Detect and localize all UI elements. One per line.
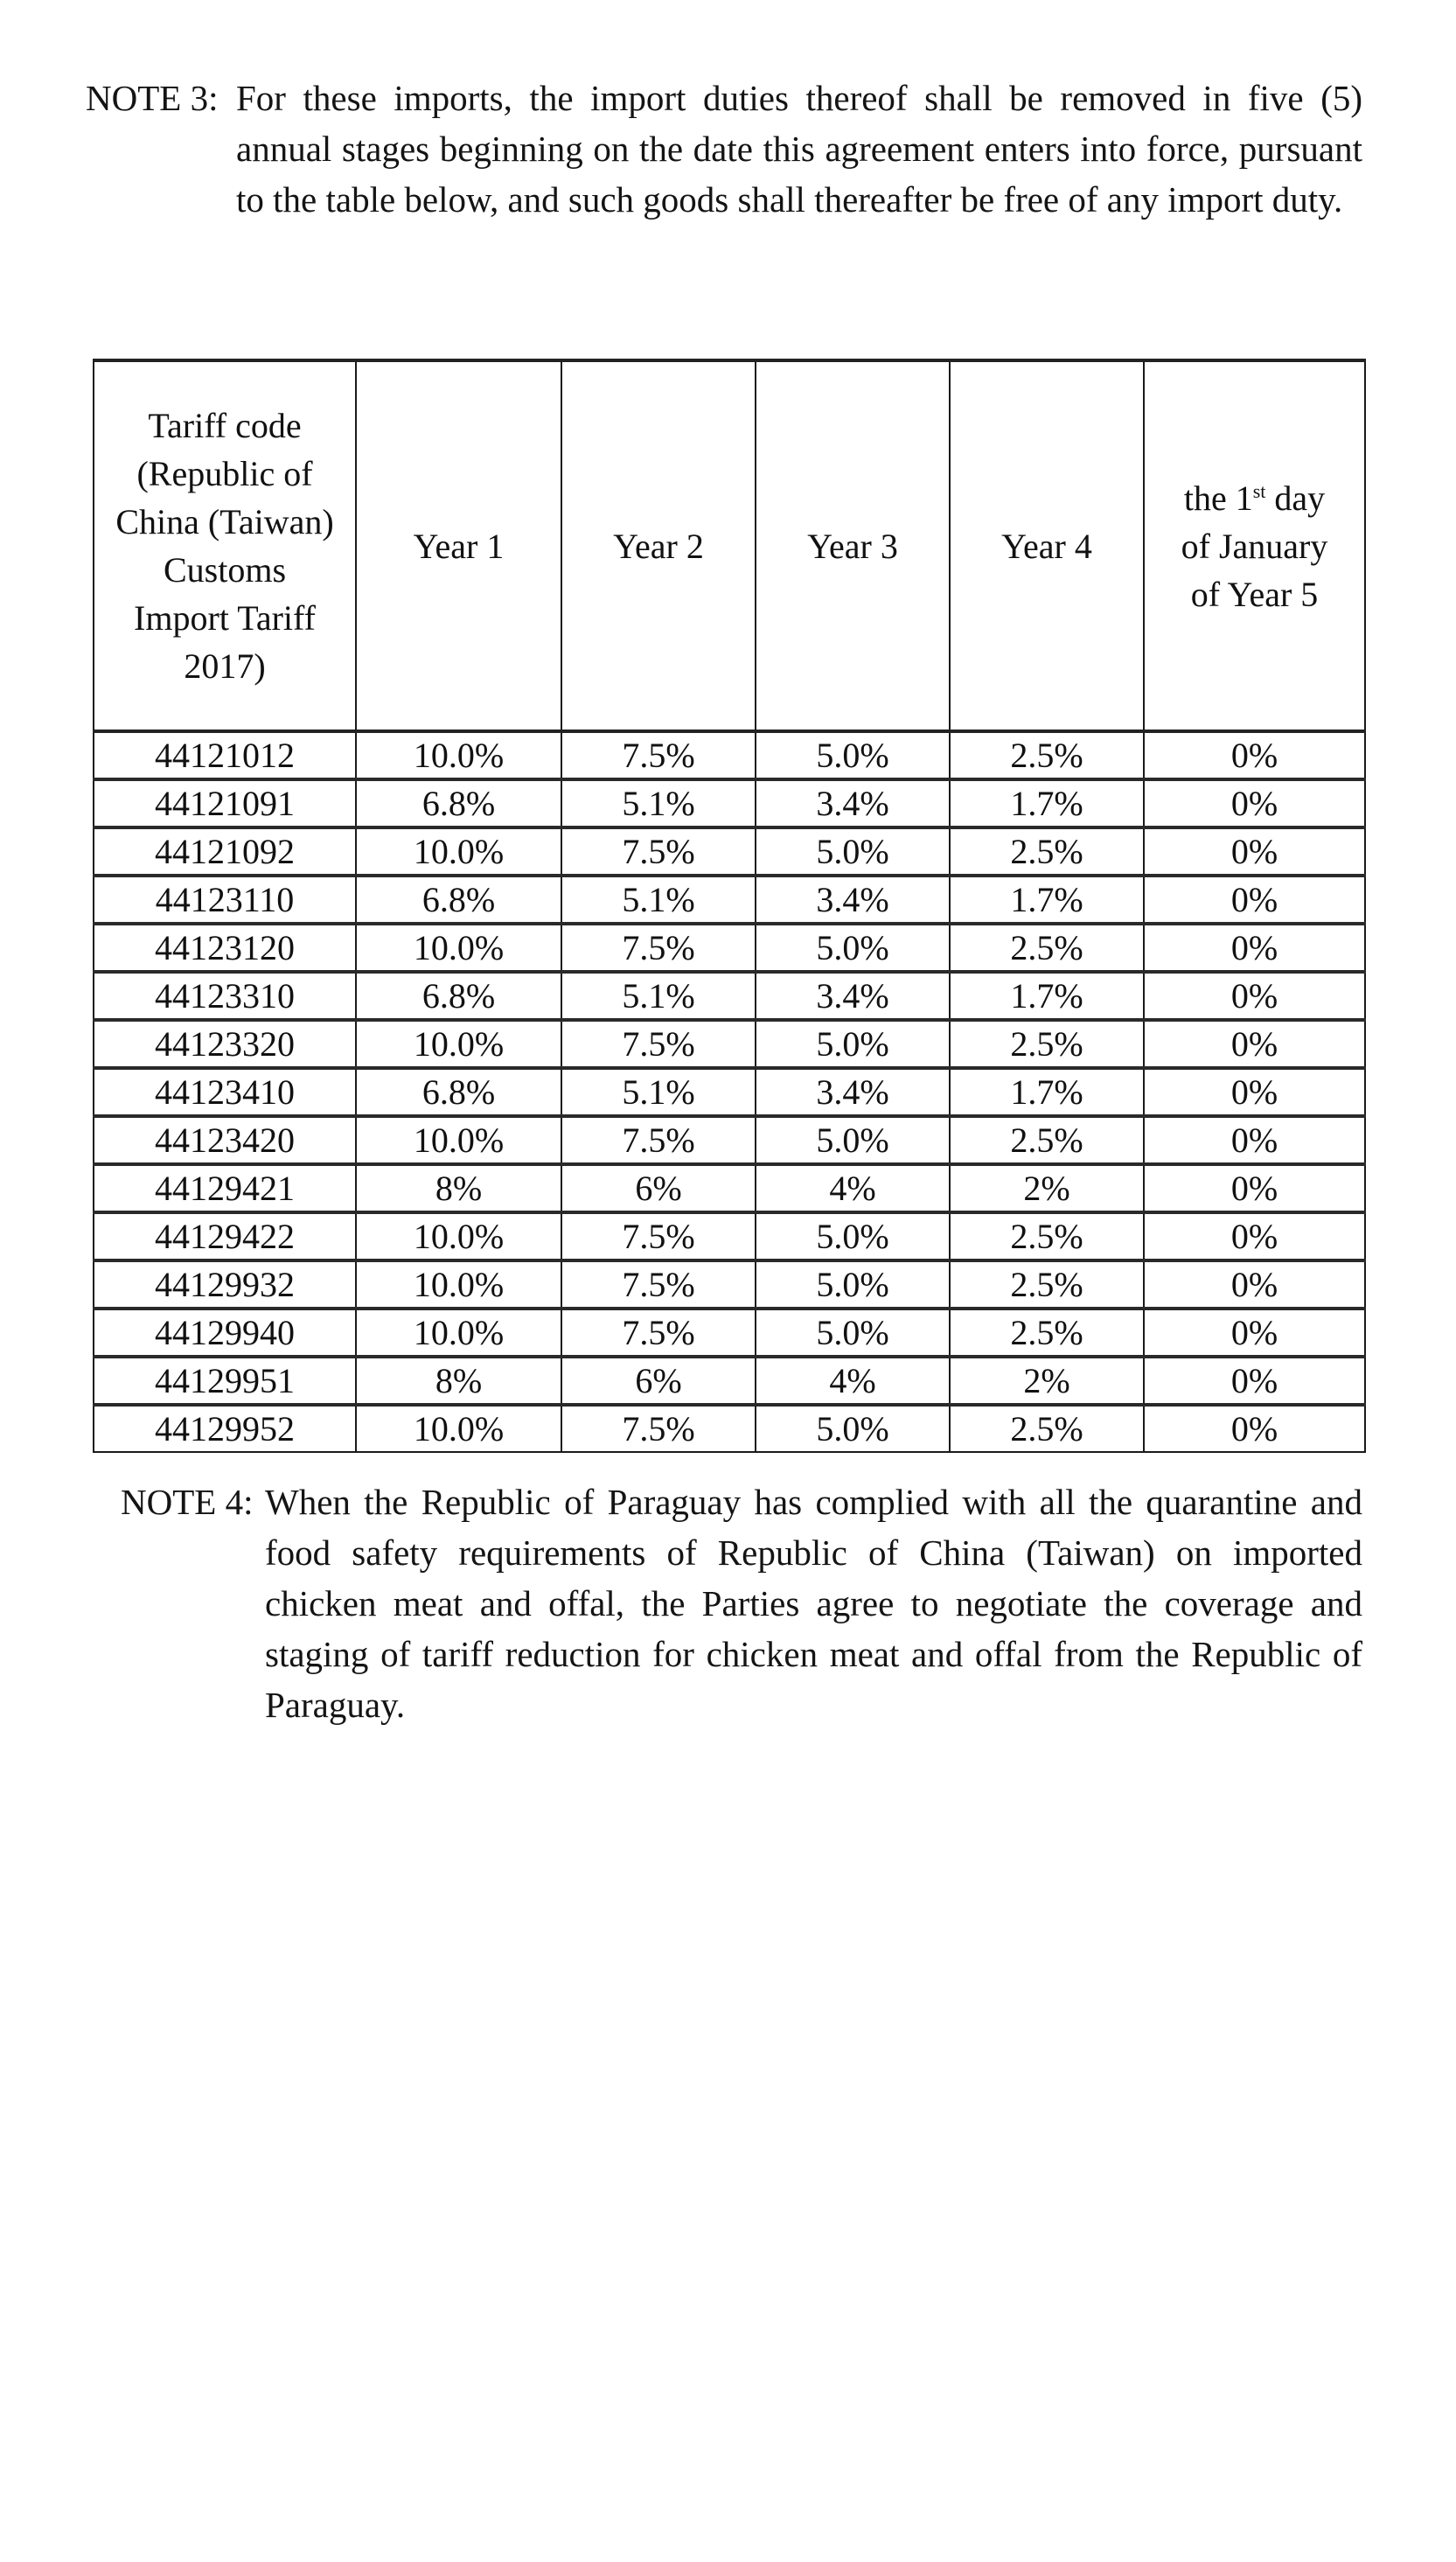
cell-year-5: 0%: [1144, 1020, 1365, 1068]
cell-tariff-code: 44129940: [94, 1309, 356, 1357]
cell-year-2: 5.1%: [561, 876, 756, 924]
cell-year-1: 6.8%: [356, 779, 561, 827]
tariff-schedule-table: [93, 359, 1366, 1453]
cell-year-1: 10.0%: [356, 924, 561, 972]
cell-year-3: 5.0%: [756, 731, 950, 779]
cell-year-2: 7.5%: [561, 1020, 756, 1068]
header-tariff-code: [94, 360, 356, 731]
cell-tariff-code: 44123320: [94, 1020, 356, 1068]
cell-year-5: 0%: [1144, 1260, 1365, 1309]
table-row: [94, 827, 1365, 876]
note-4-label: [121, 1476, 265, 1527]
cell-year-3: 5.0%: [756, 1309, 950, 1357]
cell-year-2: 7.5%: [561, 924, 756, 972]
cell-year-4: 2.5%: [950, 1309, 1144, 1357]
cell-year-4: 1.7%: [950, 1068, 1144, 1116]
cell-year-1: 6.8%: [356, 876, 561, 924]
cell-year-3: 5.0%: [756, 1405, 950, 1452]
cell-year-2: 7.5%: [561, 1405, 756, 1452]
cell-year-5: 0%: [1144, 1212, 1365, 1260]
cell-year-4: 1.7%: [950, 876, 1144, 924]
cell-year-2: 5.1%: [561, 779, 756, 827]
table-row: [94, 1020, 1365, 1068]
cell-year-4: 2%: [950, 1164, 1144, 1212]
cell-year-2: 5.1%: [561, 1068, 756, 1116]
cell-year-3: 4%: [756, 1164, 950, 1212]
cell-year-1: 10.0%: [356, 1260, 561, 1309]
table-row: [94, 1116, 1365, 1164]
cell-year-5: 0%: [1144, 972, 1365, 1020]
cell-year-3: 5.0%: [756, 1212, 950, 1260]
header-year-2: Year 2: [561, 360, 756, 731]
cell-year-5: 0%: [1144, 827, 1365, 876]
cell-tariff-code: 44123410: [94, 1068, 356, 1116]
cell-year-5: 0%: [1144, 1068, 1365, 1116]
cell-year-5: 0%: [1144, 1164, 1365, 1212]
cell-year-1: 10.0%: [356, 731, 561, 779]
header-year-5-post: day of January of Year 5: [1181, 478, 1328, 614]
cell-year-2: 6%: [561, 1164, 756, 1212]
cell-year-2: 7.5%: [561, 731, 756, 779]
header-tariff-code-text: Tariff code (Republic of China (Taiwan) Customs Import Tariff 2017): [115, 406, 334, 686]
note-4-text: When the Republic of Paraguay has complied with all the quarantine and food safety requirements of Republic of China (Taiwan) on imported chicken meat and offal, the Parties agree to negotiate the coverage and staging of tariff reduction for chicken meat and offal from the Republic of Paraguay.: [265, 1482, 1362, 1725]
header-year-5-pre: the 1: [1183, 478, 1253, 518]
cell-tariff-code: 44123120: [94, 924, 356, 972]
header-year-4: Year 4: [950, 360, 1144, 731]
cell-year-1: 10.0%: [356, 1116, 561, 1164]
cell-year-4: 2.5%: [950, 1405, 1144, 1452]
cell-year-3: 5.0%: [756, 1020, 950, 1068]
cell-tariff-code: 44129952: [94, 1405, 356, 1452]
cell-year-3: 5.0%: [756, 924, 950, 972]
cell-year-1: 8%: [356, 1164, 561, 1212]
cell-year-2: 7.5%: [561, 1260, 756, 1309]
cell-year-1: 10.0%: [356, 1309, 561, 1357]
cell-year-3: 4%: [756, 1357, 950, 1405]
cell-tariff-code: 44129951: [94, 1357, 356, 1405]
cell-tariff-code: 44129422: [94, 1212, 356, 1260]
cell-year-5: 0%: [1144, 876, 1365, 924]
cell-year-5: 0%: [1144, 1357, 1365, 1405]
table-row: [94, 972, 1365, 1020]
cell-year-5: 0%: [1144, 779, 1365, 827]
header-year-3: Year 3: [756, 360, 950, 731]
cell-year-2: 7.5%: [561, 1116, 756, 1164]
table-row: [94, 1357, 1365, 1405]
cell-year-1: 6.8%: [356, 972, 561, 1020]
cell-year-4: 2.5%: [950, 1020, 1144, 1068]
cell-year-3: 3.4%: [756, 876, 950, 924]
table-row: [94, 779, 1365, 827]
table-row: [94, 924, 1365, 972]
table-header-row: [94, 360, 1365, 731]
table-row: [94, 1260, 1365, 1309]
cell-year-1: 8%: [356, 1357, 561, 1405]
cell-year-4: 2.5%: [950, 1116, 1144, 1164]
cell-year-3: 3.4%: [756, 972, 950, 1020]
header-year-1: Year 1: [356, 360, 561, 731]
cell-year-5: 0%: [1144, 1405, 1365, 1452]
cell-year-4: 2.5%: [950, 731, 1144, 779]
cell-year-3: 3.4%: [756, 1068, 950, 1116]
cell-year-3: 5.0%: [756, 1260, 950, 1309]
cell-year-2: 7.5%: [561, 827, 756, 876]
note-4-label-text: NOTE 4:: [121, 1482, 254, 1522]
cell-year-4: 1.7%: [950, 972, 1144, 1020]
header-year-5-sup: st: [1252, 479, 1266, 502]
table-row: [94, 1309, 1365, 1357]
cell-year-3: 5.0%: [756, 1116, 950, 1164]
cell-year-2: 7.5%: [561, 1309, 756, 1357]
cell-year-5: 0%: [1144, 1116, 1365, 1164]
note-4: [121, 1476, 1362, 1730]
table-row: [94, 1164, 1365, 1212]
cell-year-4: 2.5%: [950, 827, 1144, 876]
cell-year-2: 5.1%: [561, 972, 756, 1020]
cell-year-1: 10.0%: [356, 1212, 561, 1260]
cell-year-3: 3.4%: [756, 779, 950, 827]
cell-year-4: 2.5%: [950, 1212, 1144, 1260]
cell-year-4: 2.5%: [950, 924, 1144, 972]
note-3-text: For these imports, the import duties thereof shall be removed in five (5) annual stages beginning on the date this agreement enters into force, pursuant to the table below, and such goods shall thereafter be free of any import duty.: [236, 78, 1362, 220]
note-3-label-text: NOTE 3:: [86, 78, 219, 118]
cell-year-4: 1.7%: [950, 779, 1144, 827]
table-row: [94, 876, 1365, 924]
cell-year-4: 2%: [950, 1357, 1144, 1405]
note-3: [86, 73, 1362, 225]
cell-tariff-code: 44121092: [94, 827, 356, 876]
cell-tariff-code: 44129421: [94, 1164, 356, 1212]
table-row: [94, 1405, 1365, 1452]
table-row: [94, 731, 1365, 779]
cell-year-1: 10.0%: [356, 1405, 561, 1452]
note-3-label: [86, 73, 236, 123]
cell-tariff-code: 44123420: [94, 1116, 356, 1164]
header-year-5: [1144, 360, 1365, 731]
table-row: [94, 1068, 1365, 1116]
cell-year-2: 7.5%: [561, 1212, 756, 1260]
cell-year-4: 2.5%: [950, 1260, 1144, 1309]
cell-year-1: 10.0%: [356, 1020, 561, 1068]
cell-tariff-code: 44121012: [94, 731, 356, 779]
table-body: [94, 731, 1365, 1452]
table-row: [94, 1212, 1365, 1260]
note-3-paragraph: [86, 73, 1362, 225]
cell-year-5: 0%: [1144, 731, 1365, 779]
cell-year-1: 10.0%: [356, 827, 561, 876]
cell-year-2: 6%: [561, 1357, 756, 1405]
note-4-paragraph: [121, 1476, 1362, 1730]
cell-year-5: 0%: [1144, 1309, 1365, 1357]
cell-year-5: 0%: [1144, 924, 1365, 972]
cell-tariff-code: 44121091: [94, 779, 356, 827]
cell-tariff-code: 44123310: [94, 972, 356, 1020]
header-year-5-text: [1167, 474, 1342, 618]
cell-tariff-code: 44129932: [94, 1260, 356, 1309]
cell-year-3: 5.0%: [756, 827, 950, 876]
cell-year-1: 6.8%: [356, 1068, 561, 1116]
cell-tariff-code: 44123110: [94, 876, 356, 924]
